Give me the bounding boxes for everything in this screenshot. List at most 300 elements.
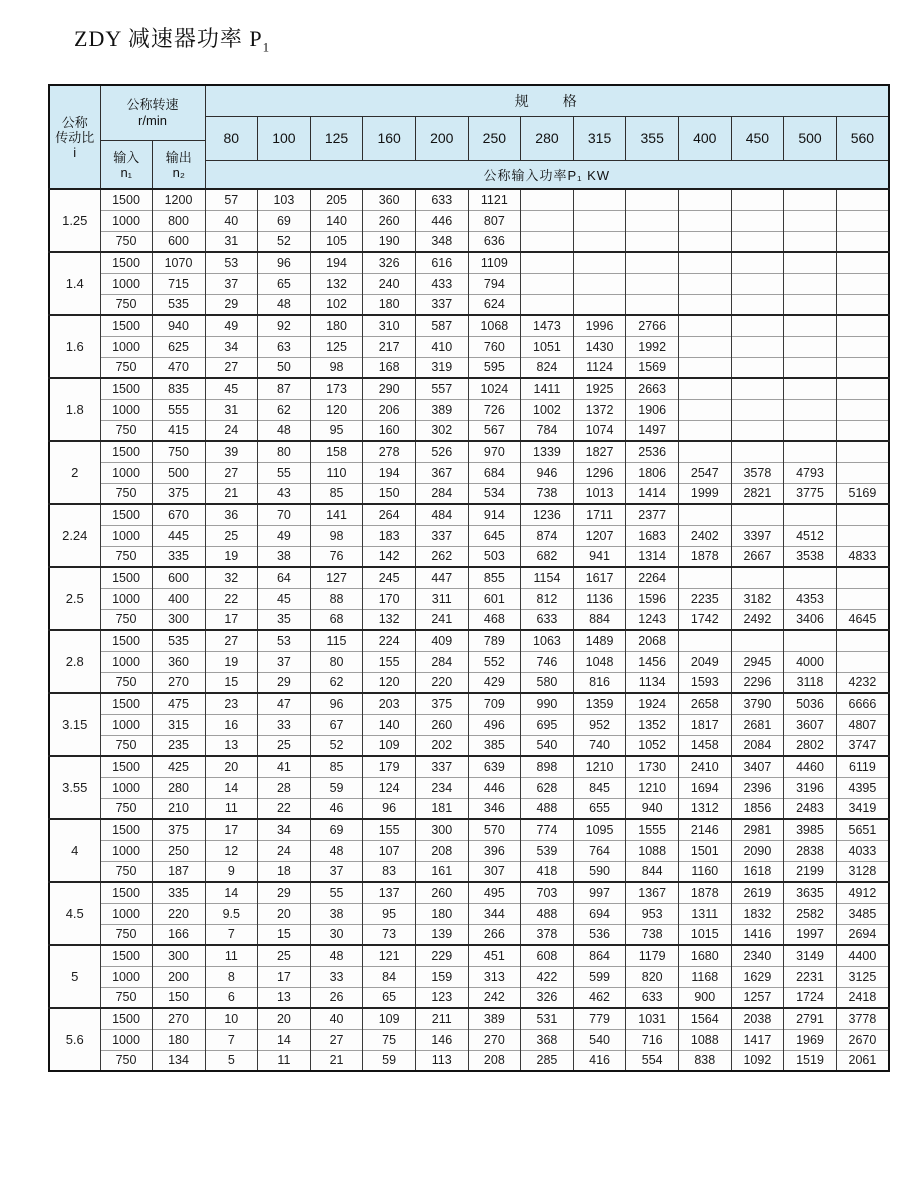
power-value-cell: 3419 <box>836 798 889 819</box>
table-row <box>49 735 889 756</box>
spec-size-cell: 80 <box>205 116 258 160</box>
output-speed-cell: 300 <box>152 609 205 630</box>
power-value-cell: 4000 <box>784 651 837 672</box>
power-value-cell: 32 <box>205 567 258 588</box>
header-speed-label: 公称转速 <box>126 97 179 112</box>
power-value-cell: 115 <box>310 630 363 651</box>
power-value-cell: 270 <box>468 1029 521 1050</box>
power-value-cell: 1489 <box>573 630 626 651</box>
ratio-cell: 2 <box>49 441 100 504</box>
input-speed-cell: 1500 <box>100 693 152 714</box>
power-value-cell: 1596 <box>626 588 679 609</box>
table-row <box>49 966 889 987</box>
power-value-cell: 2766 <box>626 315 679 336</box>
power-value-cell: 1878 <box>678 546 731 567</box>
power-value-cell: 141 <box>310 504 363 525</box>
output-speed-cell: 1200 <box>152 189 205 210</box>
table-row <box>49 861 889 882</box>
power-value-cell <box>731 378 784 399</box>
table-row <box>49 945 889 966</box>
power-value-cell <box>836 273 889 294</box>
power-value-cell: 2090 <box>731 840 784 861</box>
table-row <box>49 567 889 588</box>
header-spec-title: 规 格 <box>205 85 889 116</box>
power-value-cell: 132 <box>310 273 363 294</box>
power-value-cell <box>731 210 784 231</box>
power-value-cell: 70 <box>258 504 311 525</box>
page-title <box>74 22 270 55</box>
power-value-cell: 29 <box>205 294 258 315</box>
power-value-cell <box>626 273 679 294</box>
power-value-cell: 155 <box>363 651 416 672</box>
power-value-cell: 55 <box>258 462 311 483</box>
power-value-cell: 337 <box>415 756 468 777</box>
power-value-cell: 344 <box>468 903 521 924</box>
output-speed-cell: 750 <box>152 441 205 462</box>
output-speed-cell: 315 <box>152 714 205 735</box>
power-value-cell: 608 <box>521 945 574 966</box>
power-value-cell: 2264 <box>626 567 679 588</box>
power-value-cell: 290 <box>363 378 416 399</box>
table-row <box>49 189 889 210</box>
power-value-cell: 4460 <box>784 756 837 777</box>
table-row <box>49 525 889 546</box>
power-value-cell: 123 <box>415 987 468 1008</box>
power-value-cell: 229 <box>415 945 468 966</box>
power-value-cell: 1997 <box>784 924 837 945</box>
power-value-cell: 1359 <box>573 693 626 714</box>
power-value-cell: 278 <box>363 441 416 462</box>
power-value-cell <box>678 315 731 336</box>
power-value-cell: 2492 <box>731 609 784 630</box>
power-value-cell: 2619 <box>731 882 784 903</box>
page-title-text: ZDY 减速器功率 P <box>74 26 263 51</box>
power-value-cell: 997 <box>573 882 626 903</box>
power-value-cell: 580 <box>521 672 574 693</box>
output-speed-cell: 300 <box>152 945 205 966</box>
header-input <box>101 141 153 188</box>
power-value-cell: 1856 <box>731 798 784 819</box>
ratio-cell: 1.4 <box>49 252 100 315</box>
power-value-cell <box>678 504 731 525</box>
power-value-cell: 845 <box>573 777 626 798</box>
power-value-cell: 73 <box>363 924 416 945</box>
ratio-cell: 2.8 <box>49 630 100 693</box>
power-value-cell: 26 <box>310 987 363 1008</box>
power-value-cell: 6666 <box>836 693 889 714</box>
power-value-cell: 37 <box>205 273 258 294</box>
output-speed-cell: 187 <box>152 861 205 882</box>
power-value-cell <box>731 252 784 273</box>
power-value-cell: 266 <box>468 924 521 945</box>
power-value-cell: 10 <box>205 1008 258 1029</box>
power-value-cell: 462 <box>573 987 626 1008</box>
power-value-cell: 52 <box>258 231 311 252</box>
power-value-cell: 2670 <box>836 1029 889 1050</box>
input-speed-cell: 1500 <box>100 378 152 399</box>
power-value-cell: 326 <box>363 252 416 273</box>
power-value-cell <box>731 315 784 336</box>
power-value-cell: 4400 <box>836 945 889 966</box>
power-value-cell: 1458 <box>678 735 731 756</box>
power-value-cell: 17 <box>205 819 258 840</box>
power-value-cell: 367 <box>415 462 468 483</box>
power-value-cell: 3406 <box>784 609 837 630</box>
table-row <box>49 693 889 714</box>
power-value-cell: 2340 <box>731 945 784 966</box>
power-value-cell: 4353 <box>784 588 837 609</box>
power-value-cell: 53 <box>205 252 258 273</box>
power-value-cell: 2658 <box>678 693 731 714</box>
power-value-cell: 35 <box>258 609 311 630</box>
power-value-cell: 80 <box>310 651 363 672</box>
table-row <box>49 294 889 315</box>
power-value-cell: 4512 <box>784 525 837 546</box>
output-speed-cell: 535 <box>152 630 205 651</box>
input-speed-cell: 750 <box>100 609 152 630</box>
power-value-cell: 40 <box>310 1008 363 1029</box>
power-value-cell <box>678 441 731 462</box>
input-speed-cell: 1500 <box>100 504 152 525</box>
power-value-cell <box>784 336 837 357</box>
power-value-cell: 47 <box>258 693 311 714</box>
power-value-cell: 779 <box>573 1008 626 1029</box>
power-value-cell: 4645 <box>836 609 889 630</box>
output-speed-cell: 475 <box>152 693 205 714</box>
output-speed-cell: 625 <box>152 336 205 357</box>
power-value-cell: 2231 <box>784 966 837 987</box>
power-value-cell: 76 <box>310 546 363 567</box>
power-value-cell: 19 <box>205 651 258 672</box>
power-value-cell: 3775 <box>784 483 837 504</box>
table-row <box>49 651 889 672</box>
power-value-cell <box>784 189 837 210</box>
output-speed-cell: 166 <box>152 924 205 945</box>
power-value-cell: 88 <box>310 588 363 609</box>
spec-size-cell: 200 <box>415 116 468 160</box>
power-value-cell: 447 <box>415 567 468 588</box>
output-speed-cell: 500 <box>152 462 205 483</box>
power-value-cell: 96 <box>310 693 363 714</box>
power-value-cell: 636 <box>468 231 521 252</box>
power-value-cell: 1312 <box>678 798 731 819</box>
power-value-cell: 820 <box>626 966 679 987</box>
power-value-cell: 1497 <box>626 420 679 441</box>
power-value-cell: 1416 <box>731 924 784 945</box>
power-value-cell: 2199 <box>784 861 837 882</box>
input-speed-cell: 1500 <box>100 441 152 462</box>
power-value-cell <box>836 630 889 651</box>
power-value-cell: 52 <box>310 735 363 756</box>
power-value-cell: 20 <box>205 756 258 777</box>
power-value-cell <box>836 567 889 588</box>
power-value-cell <box>836 231 889 252</box>
power-value-cell: 21 <box>310 1050 363 1071</box>
input-speed-cell: 1000 <box>100 651 152 672</box>
power-value-cell: 160 <box>363 420 416 441</box>
power-value-cell: 13 <box>205 735 258 756</box>
table-row <box>49 609 889 630</box>
power-value-cell: 57 <box>205 189 258 210</box>
table-row <box>49 336 889 357</box>
power-value-cell: 17 <box>258 966 311 987</box>
output-speed-cell: 445 <box>152 525 205 546</box>
power-value-cell: 844 <box>626 861 679 882</box>
input-speed-cell: 1500 <box>100 630 152 651</box>
power-value-cell: 85 <box>310 483 363 504</box>
table-row <box>49 252 889 273</box>
input-speed-cell: 1000 <box>100 588 152 609</box>
power-value-cell: 92 <box>258 315 311 336</box>
power-value-cell <box>626 210 679 231</box>
power-value-cell: 132 <box>363 609 416 630</box>
power-value-cell: 1925 <box>573 378 626 399</box>
power-value-cell: 540 <box>573 1029 626 1050</box>
power-value-cell <box>731 630 784 651</box>
input-speed-cell: 1500 <box>100 1008 152 1029</box>
power-value-cell: 746 <box>521 651 574 672</box>
power-value-cell: 552 <box>468 651 521 672</box>
power-value-cell: 389 <box>468 1008 521 1029</box>
power-value-cell: 385 <box>468 735 521 756</box>
power-value-cell: 784 <box>521 420 574 441</box>
spec-size-cell: 560 <box>836 116 889 160</box>
power-value-cell: 536 <box>573 924 626 945</box>
power-value-cell <box>836 651 889 672</box>
input-speed-cell: 1000 <box>100 273 152 294</box>
output-speed-cell: 940 <box>152 315 205 336</box>
power-value-cell <box>784 315 837 336</box>
power-value-cell: 2667 <box>731 546 784 567</box>
power-value-cell: 190 <box>363 231 416 252</box>
power-value-cell: 3407 <box>731 756 784 777</box>
table-row <box>49 987 889 1008</box>
power-value-cell: 15 <box>205 672 258 693</box>
power-value-cell: 43 <box>258 483 311 504</box>
table-row <box>49 840 889 861</box>
power-value-cell: 14 <box>205 882 258 903</box>
spec-size-cell: 400 <box>678 116 731 160</box>
power-value-cell: 534 <box>468 483 521 504</box>
power-value-cell: 1564 <box>678 1008 731 1029</box>
output-speed-cell: 535 <box>152 294 205 315</box>
output-speed-cell: 600 <box>152 231 205 252</box>
power-value-cell: 33 <box>310 966 363 987</box>
input-speed-cell: 1500 <box>100 189 152 210</box>
output-speed-cell: 250 <box>152 840 205 861</box>
output-speed-cell: 715 <box>152 273 205 294</box>
power-value-cell: 655 <box>573 798 626 819</box>
power-value-cell <box>678 567 731 588</box>
power-value-cell: 495 <box>468 882 521 903</box>
table-header <box>49 85 889 189</box>
power-value-cell <box>731 273 784 294</box>
power-value-cell <box>678 630 731 651</box>
power-value-cell <box>678 399 731 420</box>
power-value-cell: 260 <box>415 882 468 903</box>
power-value-cell: 120 <box>310 399 363 420</box>
power-value-cell: 503 <box>468 546 521 567</box>
power-value-cell: 103 <box>258 189 311 210</box>
power-value-cell: 1002 <box>521 399 574 420</box>
power-value-cell: 36 <box>205 504 258 525</box>
power-value-cell: 109 <box>363 735 416 756</box>
ratio-cell: 4 <box>49 819 100 882</box>
header-ratio-line1: 公称 <box>61 114 88 130</box>
power-value-cell <box>521 231 574 252</box>
power-value-cell <box>836 252 889 273</box>
power-value-cell: 1124 <box>573 357 626 378</box>
power-value-cell: 41 <box>258 756 311 777</box>
power-value-cell: 146 <box>415 1029 468 1050</box>
input-speed-cell: 1000 <box>100 210 152 231</box>
input-speed-cell: 1000 <box>100 462 152 483</box>
power-value-cell: 234 <box>415 777 468 798</box>
power-value-cell: 484 <box>415 504 468 525</box>
table-row <box>49 210 889 231</box>
power-value-cell <box>784 399 837 420</box>
power-value-cell: 20 <box>258 903 311 924</box>
power-value-cell: 337 <box>415 294 468 315</box>
power-value-cell: 27 <box>205 357 258 378</box>
power-value-cell: 3538 <box>784 546 837 567</box>
ratio-cell: 1.25 <box>49 189 100 252</box>
power-value-cell: 3149 <box>784 945 837 966</box>
power-value-cell: 22 <box>258 798 311 819</box>
power-value-cell: 628 <box>521 777 574 798</box>
power-value-cell <box>678 231 731 252</box>
power-value-cell: 496 <box>468 714 521 735</box>
power-value-cell: 27 <box>310 1029 363 1050</box>
output-speed-cell: 375 <box>152 819 205 840</box>
power-value-cell <box>784 357 837 378</box>
input-speed-cell: 750 <box>100 231 152 252</box>
power-value-cell: 107 <box>363 840 416 861</box>
power-value-cell: 37 <box>258 651 311 672</box>
power-value-cell: 1519 <box>784 1050 837 1071</box>
power-value-cell: 194 <box>310 252 363 273</box>
power-value-cell: 220 <box>415 672 468 693</box>
power-value-cell: 2049 <box>678 651 731 672</box>
power-value-cell: 110 <box>310 462 363 483</box>
table-row <box>49 819 889 840</box>
power-value-cell <box>731 357 784 378</box>
power-value-cell <box>731 189 784 210</box>
table-row <box>49 315 889 336</box>
spec-size-cell: 500 <box>784 116 837 160</box>
power-value-cell: 102 <box>310 294 363 315</box>
power-value-cell: 241 <box>415 609 468 630</box>
output-speed-cell: 425 <box>152 756 205 777</box>
power-value-cell <box>678 252 731 273</box>
power-value-cell: 168 <box>363 357 416 378</box>
power-value-cell: 1618 <box>731 861 784 882</box>
power-value-cell: 694 <box>573 903 626 924</box>
power-value-cell: 80 <box>258 441 311 462</box>
power-value-cell: 3578 <box>731 462 784 483</box>
power-value-cell: 389 <box>415 399 468 420</box>
power-value-cell: 946 <box>521 462 574 483</box>
power-value-cell: 37 <box>310 861 363 882</box>
input-speed-cell: 1500 <box>100 882 152 903</box>
output-speed-cell: 400 <box>152 588 205 609</box>
power-value-cell: 16 <box>205 714 258 735</box>
power-value-cell: 6119 <box>836 756 889 777</box>
power-value-cell: 84 <box>363 966 416 987</box>
table-row <box>49 273 889 294</box>
power-value-cell: 812 <box>521 588 574 609</box>
power-value-cell: 24 <box>258 840 311 861</box>
power-value-cell: 874 <box>521 525 574 546</box>
power-value-cell: 69 <box>258 210 311 231</box>
power-value-cell: 62 <box>310 672 363 693</box>
input-speed-cell: 750 <box>100 1050 152 1071</box>
power-value-cell: 2536 <box>626 441 679 462</box>
power-value-cell: 446 <box>468 777 521 798</box>
power-value-cell: 65 <box>258 273 311 294</box>
power-value-cell: 69 <box>310 819 363 840</box>
page-title-subscript: 1 <box>262 39 271 55</box>
power-value-cell: 170 <box>363 588 416 609</box>
power-value-cell: 40 <box>205 210 258 231</box>
power-value-cell: 30 <box>310 924 363 945</box>
power-value-cell: 1121 <box>468 189 521 210</box>
power-value-cell <box>731 441 784 462</box>
power-value-cell: 1031 <box>626 1008 679 1029</box>
power-value-cell: 310 <box>363 315 416 336</box>
table-row <box>49 420 889 441</box>
power-value-cell: 1924 <box>626 693 679 714</box>
power-value-cell: 2410 <box>678 756 731 777</box>
power-value-cell <box>836 504 889 525</box>
power-value-cell: 1352 <box>626 714 679 735</box>
power-value-cell: 27 <box>205 630 258 651</box>
power-value-cell: 940 <box>626 798 679 819</box>
power-value-cell <box>731 420 784 441</box>
power-value-cell <box>678 210 731 231</box>
power-value-cell: 1088 <box>678 1029 731 1050</box>
power-value-cell: 9 <box>205 861 258 882</box>
power-value-cell <box>784 567 837 588</box>
power-value-cell: 11 <box>205 798 258 819</box>
power-value-cell: 1092 <box>731 1050 784 1071</box>
power-value-cell: 55 <box>310 882 363 903</box>
table-row <box>49 1008 889 1029</box>
power-value-cell: 1680 <box>678 945 731 966</box>
output-speed-cell: 335 <box>152 882 205 903</box>
power-value-cell: 774 <box>521 819 574 840</box>
power-value-cell: 1154 <box>521 567 574 588</box>
input-speed-cell: 750 <box>100 987 152 1008</box>
power-value-cell: 900 <box>678 987 731 1008</box>
power-value-cell: 96 <box>258 252 311 273</box>
output-speed-cell: 800 <box>152 210 205 231</box>
header-ratio-line2: 传动比 <box>55 129 95 145</box>
input-speed-cell: 750 <box>100 735 152 756</box>
power-value-cell: 2945 <box>731 651 784 672</box>
power-value-cell: 740 <box>573 735 626 756</box>
power-value-cell: 2981 <box>731 819 784 840</box>
power-value-cell <box>573 189 626 210</box>
power-value-cell <box>731 399 784 420</box>
input-speed-cell: 1000 <box>100 399 152 420</box>
power-value-cell <box>836 357 889 378</box>
spec-size-cell: 280 <box>521 116 574 160</box>
power-value-cell: 1314 <box>626 546 679 567</box>
ratio-cell: 4.5 <box>49 882 100 945</box>
power-value-cell <box>784 252 837 273</box>
power-value-cell <box>678 357 731 378</box>
